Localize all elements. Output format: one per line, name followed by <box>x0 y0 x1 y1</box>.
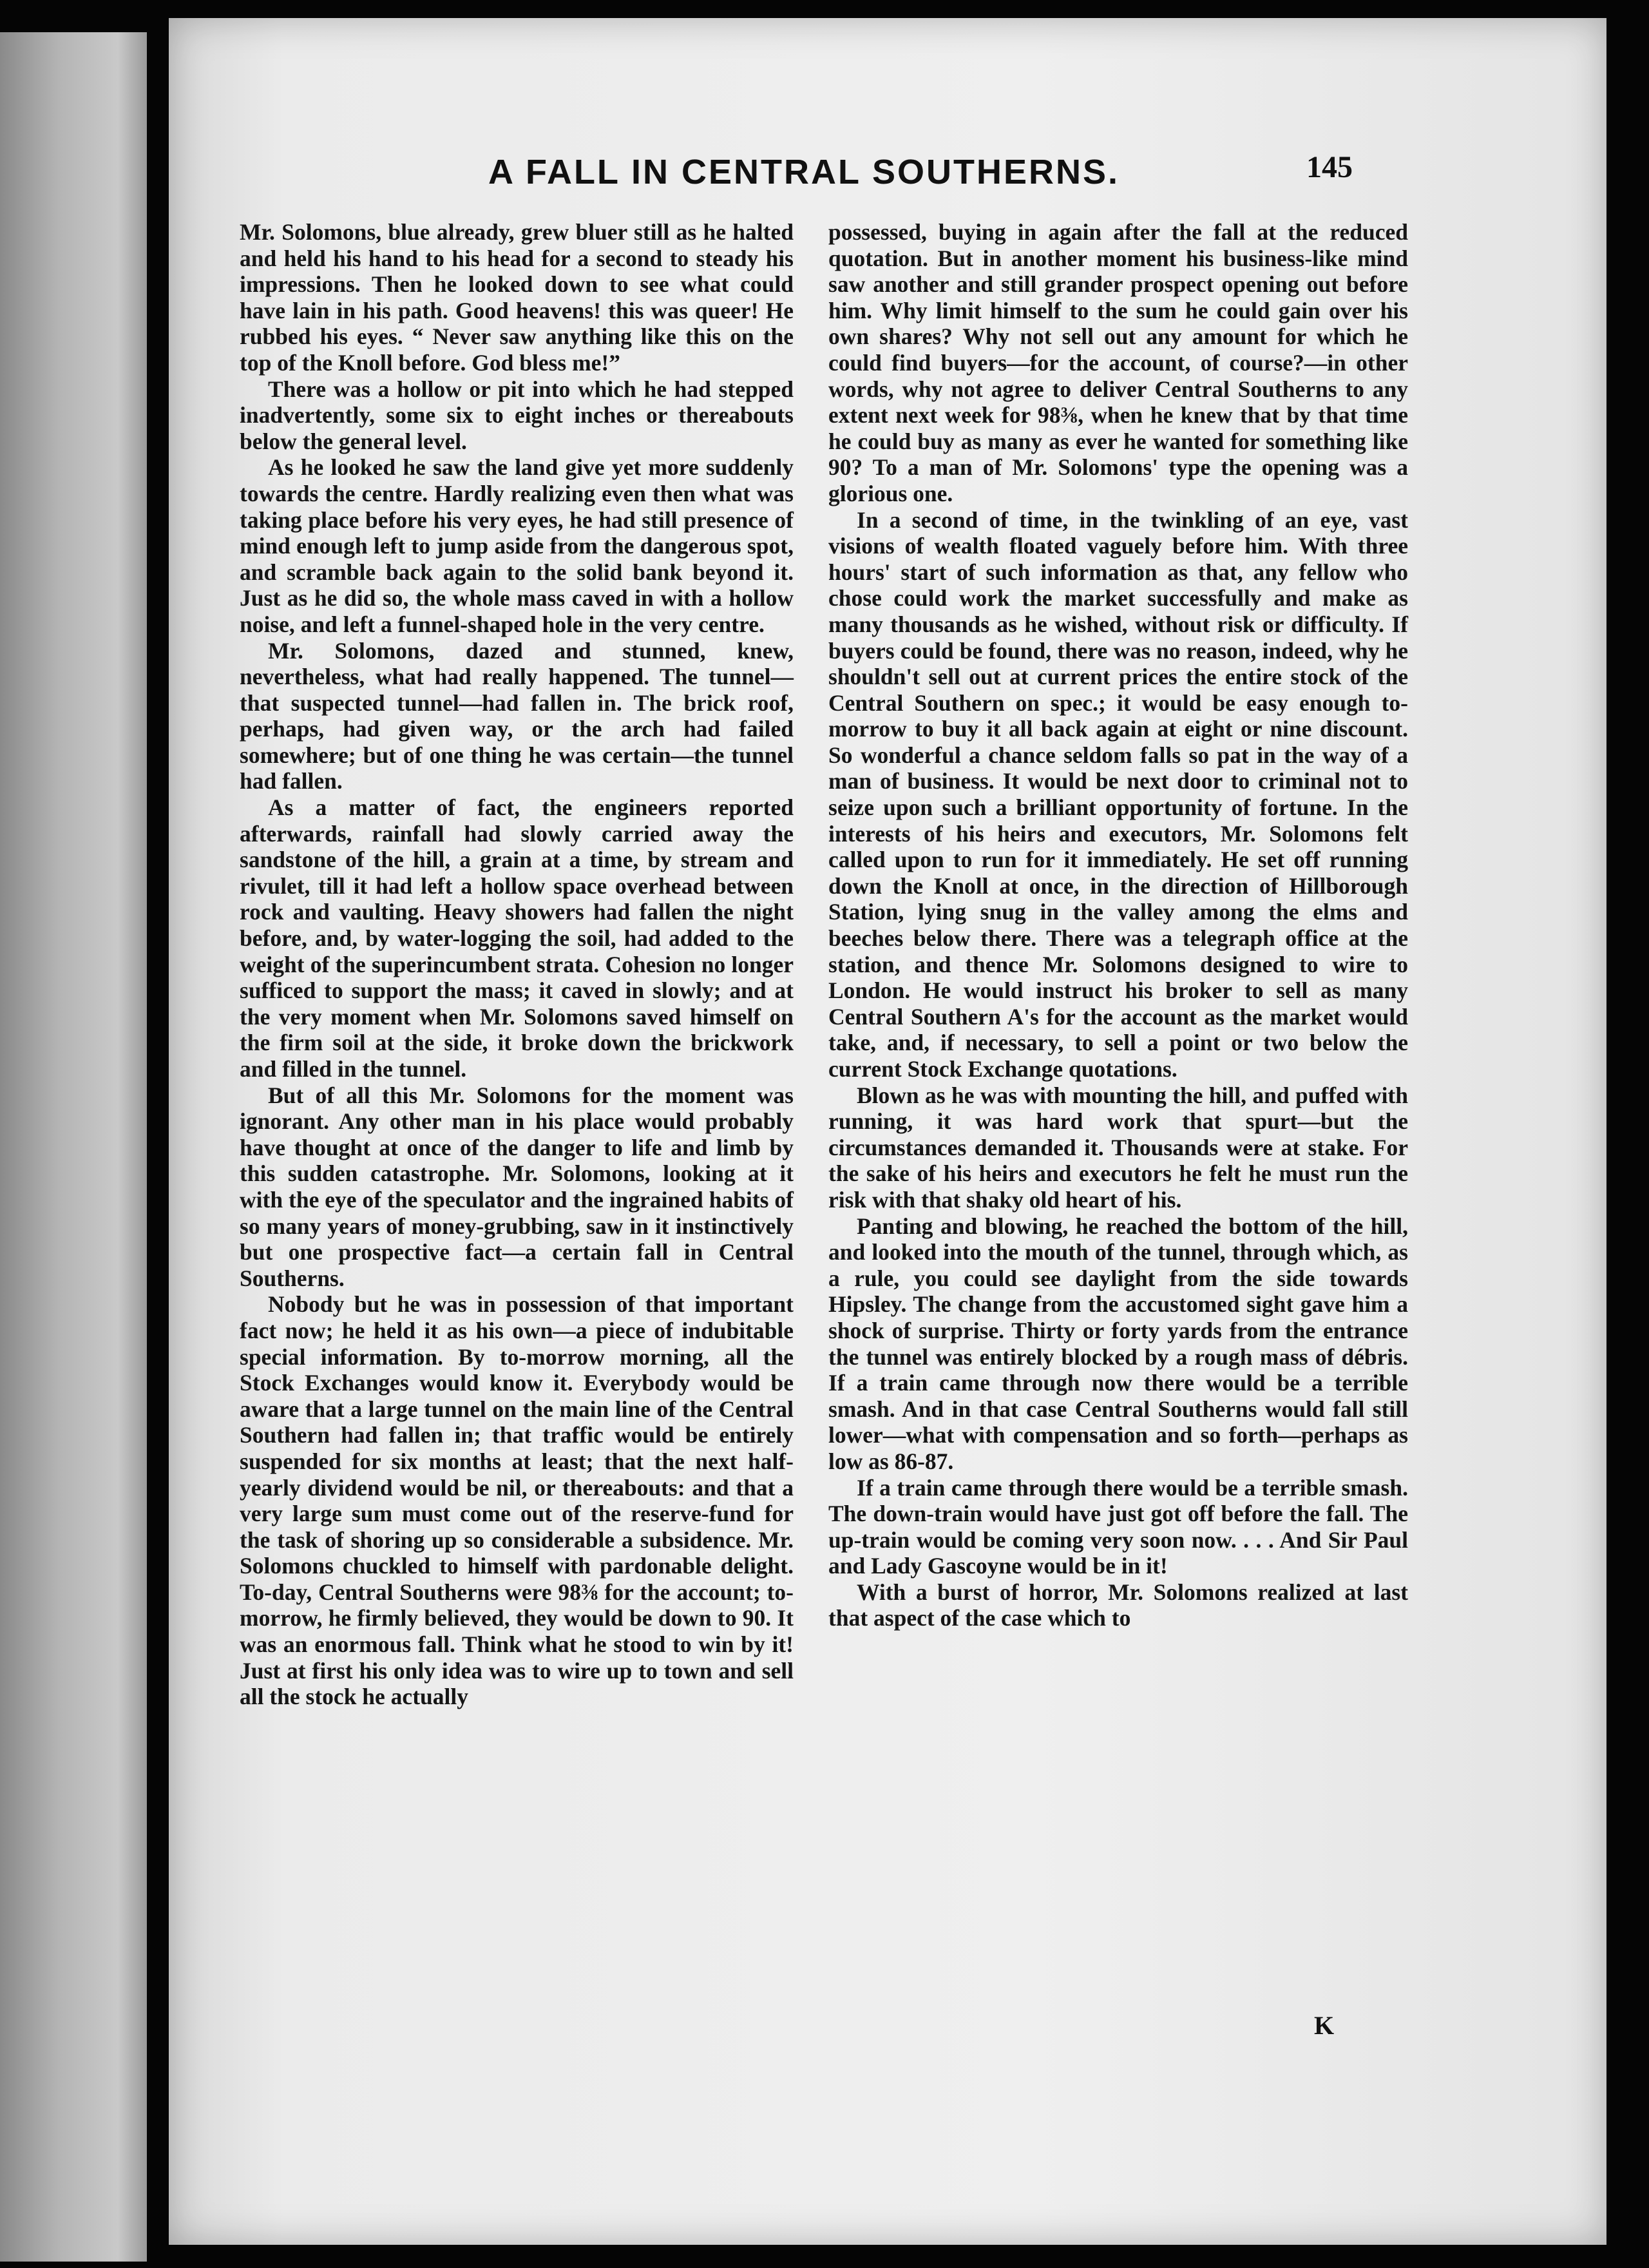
paragraph: Nobody but he was in possession of that important fact now; he held it as his own—a piece of indubitable special information. By to-morrow morning, all the Stock Exchanges would know it. Everybody would be aware that a large tunnel on the main line of the Central Southern had fallen in; that traffic would be entirely suspended for six months at least; that the next half-yearly dividend would be nil, or thereabouts: and that a very large sum must come out of the reserve-fund for the task of shoring up so considerable a subsidence. Mr. Solomons chuckled to himself with pardonable delight. To-day, Central Southerns were 98⅜ for the account; to-morrow, he firmly believed, they would be down to 90. It was an enormous fall. Think what he stood to win by it! Just at first his only idea was to wire up to town and sell all the stock he actually <box>240 1291 794 1710</box>
paragraph: As he looked he saw the land give yet more suddenly towards the centre. Hardly realizing even then what was taking place before his very eyes, he had still presence of mind enough left to jump aside from the dangerous spot, and scramble back again to the solid bank beyond it. Just as he did so, the whole mass caved in with a hollow noise, and left a funnel-shaped hole in the very centre. <box>240 454 794 637</box>
paragraph: Mr. Solomons, blue already, grew bluer still as he halted and held his hand to his head for a second to steady his impressions. Then he looked down to see what could have lain in his path. Good heavens! this was queer! He rubbed his eyes. “ Never saw anything like this on the top of the Knoll before. God bless me!” <box>240 219 794 376</box>
signature-mark: K <box>1314 2011 1335 2040</box>
paragraph: With a burst of horror, Mr. Solomons realized at last that aspect of the case which to <box>828 1579 1408 1631</box>
paragraph: As a matter of fact, the engineers reported afterwards, rainfall had slowly carried away the sandstone of the hill, a grain at a time, by stream and rivulet, till it had left a hollow space overhead between rock and vaulting. Heavy showers had fallen the night before, and, by water-logging the soil, had added to the weight of the superincumbent strata. Cohesion no longer sufficed to support the mass; it caved in slowly; and at the very moment when Mr. Solomons saved himself on the firm soil at the side, it broke down the brickwork and filled in the tunnel. <box>240 794 794 1082</box>
paragraph: Panting and blowing, he reached the bottom of the hill, and looked into the mouth of the tunnel, through which, as a rule, you could see daylight from the side towards Hipsley. The change from the accustomed sight gave him a shock of surprise. Thirty or forty yards from the entrance the tunnel was entirely blocked by a rough mass of débris. If a train came through now there would be a terrible smash. And in that case Central Southerns would fall still lower—what with compensation and so forth—perhaps as low as 86-87. <box>828 1213 1408 1474</box>
paragraph: If a train came through there would be a terrible smash. The down-train would have just got off before the fall. The up-train would be coming very soon now. . . . And Sir Paul and Lady Gascoyne would be in it! <box>828 1474 1408 1579</box>
running-title: A FALL IN CENTRAL SOUTHERNS. <box>488 153 1120 191</box>
facing-page-edge <box>0 32 147 2262</box>
paragraph: Mr. Solomons, dazed and stunned, knew, nevertheless, what had really happened. The tunnel—that suspected tunnel—had fallen in. The brick roof, perhaps, had given way, or the arch had failed somewhere; but of one thing he was certain—the tunnel had fallen. <box>240 637 794 794</box>
paragraph: possessed, buying in again after the fall at the reduced quotation. But in another moment his business-like mind saw another and still grander prospect opening out before him. Why limit himself to the sum he could gain over his own shares? Why not sell out any amount for which he could find buyers—for the account, of course?—in other words, why not agree to deliver Central Southerns to any extent next week for 98⅜, when he knew that by that time he could buy as many as ever he wanted for something like 90? To a man of Mr. Solomons' type the opening was a glorious one. <box>828 219 1408 506</box>
left-column <box>240 219 794 1710</box>
paragraph: In a second of time, in the twinkling of an eye, vast visions of wealth floated vaguely before him. With three hours' start of such information as that, any fellow who chose could work the market successfully and make as many thousands as he wished, without risk or difficulty. If buyers could be found, there was no reason, indeed, why he shouldn't sell out at current prices the entire stock of the Central Southern on spec.; it would be easy enough to-morrow to buy it all back again at eight or nine discount. So wonderful a chance seldom falls so pat in the way of a man of business. It would be next door to criminal not to seize upon such a brilliant opportunity of fortune. In the interests of his heirs and executors, Mr. Solomons felt called upon to run for it immediately. He set off running down the Knoll at once, in the direction of Hillborough Station, lying snug in the valley among the elms and beeches below there. There was a telegraph office at the station, and thence Mr. Solomons designed to wire to London. He would instruct his broker to sell as many Central Southern A's for the account as the market would take, and, if necessary, to sell a point or two below the current Stock Exchange quotations. <box>828 506 1408 1082</box>
paragraph: But of all this Mr. Solomons for the moment was ignorant. Any other man in his place would probably have thought at once of the danger to life and limb by this sudden catastrophe. Mr. Solomons, looking at it with the eye of the speculator and the ingrained habits of so many years of money-grubbing, saw in it instinctively but one prospective fact—a certain fall in Central Southerns. <box>240 1082 794 1291</box>
paragraph: There was a hollow or pit into which he had stepped inadvertently, some six to eight inches or thereabouts below the general level. <box>240 376 794 454</box>
right-column <box>828 219 1408 1631</box>
page-number: 145 <box>1306 150 1353 184</box>
page-header <box>193 152 1353 204</box>
paragraph: Blown as he was with mounting the hill, and puffed with running, it was hard work that spurt—but the circumstances demanded it. Thousands were at stake. For the sake of his heirs and executors he felt he must run the risk with that shaky old heart of his. <box>828 1082 1408 1213</box>
